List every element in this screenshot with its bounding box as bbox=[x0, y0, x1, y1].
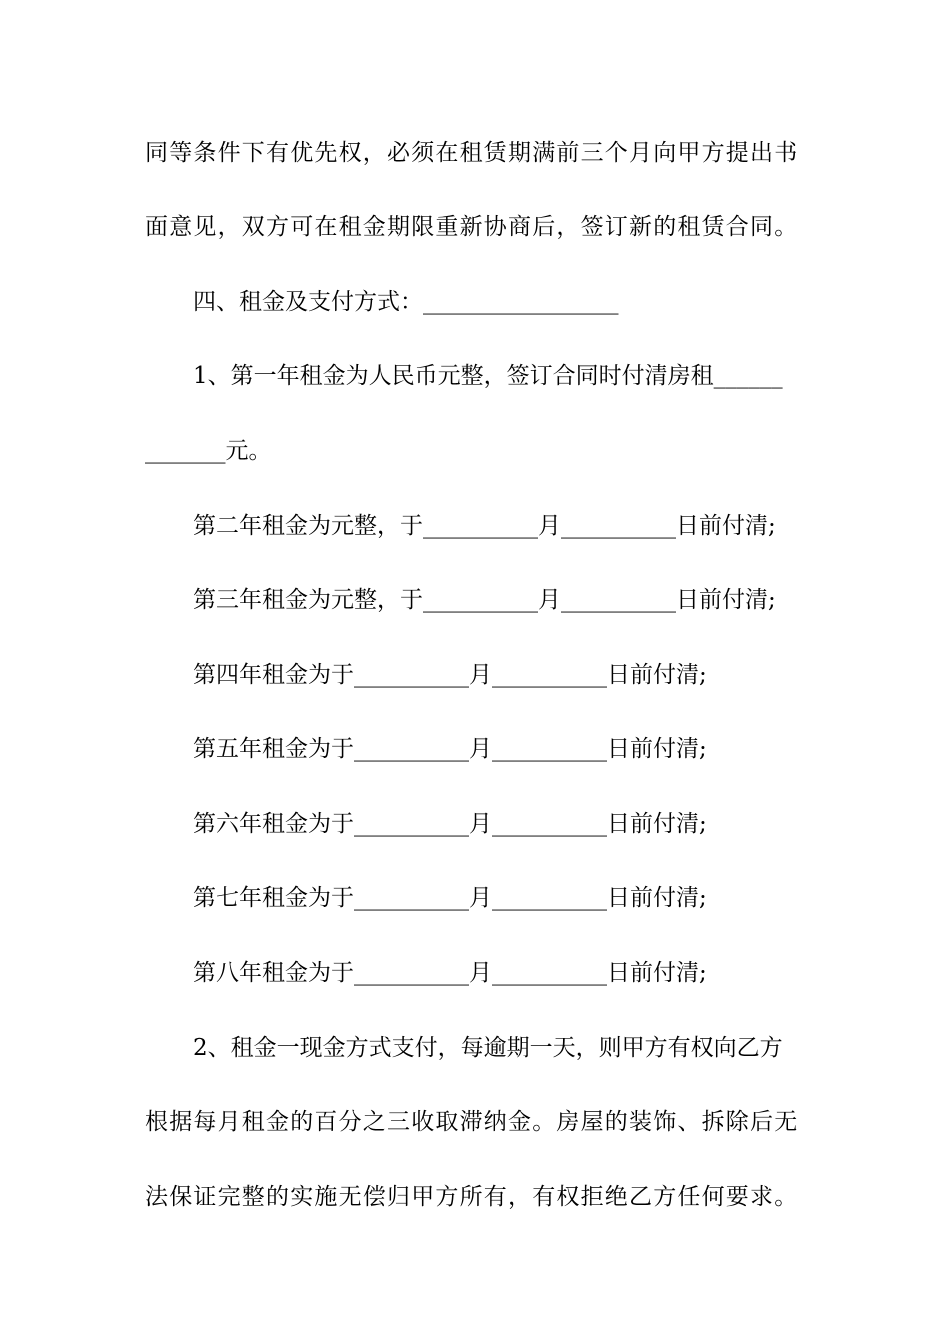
rent-year-line: 第四年租金为于__________月__________日前付清; bbox=[193, 662, 707, 688]
paragraph-line: 法保证完整的实施无偿归甲方所有，有权拒绝乙方任何要求。 bbox=[145, 1184, 799, 1210]
rent-year-line: 第五年租金为于__________月__________日前付清; bbox=[193, 736, 707, 762]
paragraph-line: 同等条件下有优先权，必须在租赁期满前三个月向甲方提出书 bbox=[145, 140, 799, 166]
rent-year-line: 第三年租金为元整，于__________月__________日前付清; bbox=[193, 587, 776, 613]
rent-year-line: 第二年租金为元整，于__________月__________日前付清; bbox=[193, 513, 776, 539]
section-heading: 四、租金及支付方式：_________________ bbox=[193, 289, 619, 315]
paragraph-line: _______元。 bbox=[145, 438, 272, 464]
paragraph-line: 1、第一年租金为人民币元整，签订合同时付清房租______ bbox=[193, 363, 783, 389]
rent-year-line: 第八年租金为于__________月__________日前付清; bbox=[193, 960, 707, 986]
paragraph-line: 根据每月租金的百分之三收取滞纳金。房屋的装饰、拆除后无 bbox=[145, 1109, 799, 1135]
paragraph-line: 2、租金一现金方式支付，每逾期一天，则甲方有权向乙方 bbox=[193, 1035, 783, 1061]
rent-year-line: 第七年租金为于__________月__________日前付清; bbox=[193, 885, 707, 911]
paragraph-line: 面意见，双方可在租金期限重新协商后，签订新的租赁合同。 bbox=[145, 214, 799, 240]
rent-year-line: 第六年租金为于__________月__________日前付清; bbox=[193, 811, 707, 837]
